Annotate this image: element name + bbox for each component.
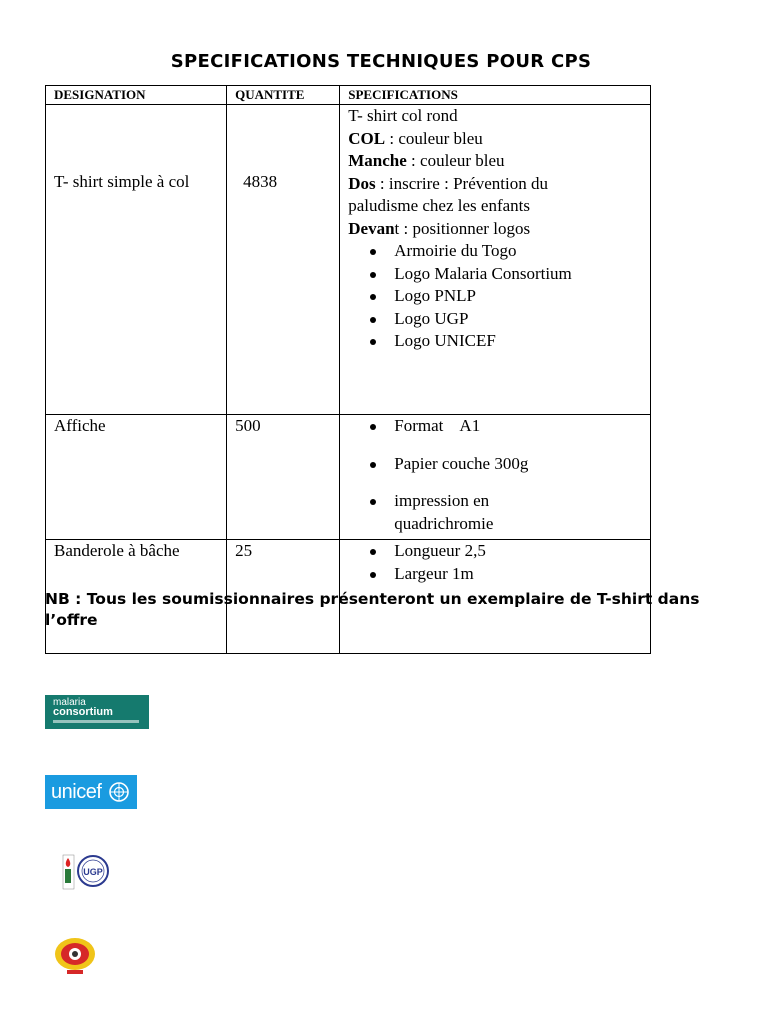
svg-text:UGP: UGP — [83, 867, 103, 877]
spec-line: T- shirt col rond — [348, 106, 458, 125]
malaria-consortium-logo: malaria consortium — [45, 695, 149, 729]
list-item: Longueur 2,5 — [368, 540, 650, 563]
quantity-cell: 500 — [227, 415, 340, 540]
spec-line: Dos : inscrire : Prévention du — [348, 173, 548, 193]
list-item: Papier couche 300g — [368, 453, 650, 476]
list-item: Format A1 — [368, 415, 650, 438]
spec-bullet-list — [348, 540, 650, 585]
list-item: impression en quadrichromie — [368, 490, 514, 535]
header-designation: DESIGNATION — [46, 86, 227, 105]
list-item: Logo UGP — [368, 308, 650, 331]
quantity-cell: 25 — [227, 540, 340, 654]
spec-bullet-list — [348, 415, 650, 535]
list-item: Logo PNLP — [368, 285, 650, 308]
designation-cell: Banderole à bâche — [46, 540, 227, 654]
specifications-table — [45, 85, 651, 654]
logo-bullet-list — [348, 240, 650, 353]
list-item: Largeur 1m — [368, 563, 650, 586]
spec-lines — [348, 105, 650, 240]
specifications-cell — [340, 105, 651, 415]
spec-line: Manche : couleur bleu — [348, 151, 505, 170]
header-specifications: SPECIFICATIONS — [340, 86, 651, 105]
designation-cell: T- shirt simple à col — [46, 105, 227, 415]
list-item: Logo UNICEF — [368, 330, 650, 353]
designation-cell: Affiche — [46, 415, 227, 540]
list-item: Logo Malaria Consortium — [368, 263, 650, 286]
note-text: NB : Tous les soumissionnaires présenteront un exemplaire de T-shirt dans l’offre — [45, 590, 700, 629]
table-row — [46, 415, 651, 540]
list-item: Armoirie du Togo — [368, 240, 650, 263]
ugp-logo — [62, 853, 112, 893]
document-title: SPECIFICATIONS TECHNIQUES POUR CPS — [170, 51, 592, 72]
header-quantite: QUANTITE — [227, 86, 340, 105]
armoirie-togo-logo — [53, 935, 97, 975]
spec-line: paludisme chez les enfants — [348, 196, 530, 215]
spec-line: Devant : positionner logos — [348, 218, 531, 238]
quantity-cell: 4838 — [227, 105, 340, 415]
unicef-emblem-icon — [108, 781, 130, 803]
specifications-cell — [340, 415, 651, 540]
spec-line: COL : couleur bleu — [348, 128, 483, 148]
table-header-row — [46, 86, 651, 105]
unicef-logo: unicef — [45, 775, 137, 809]
table-row — [46, 105, 651, 415]
